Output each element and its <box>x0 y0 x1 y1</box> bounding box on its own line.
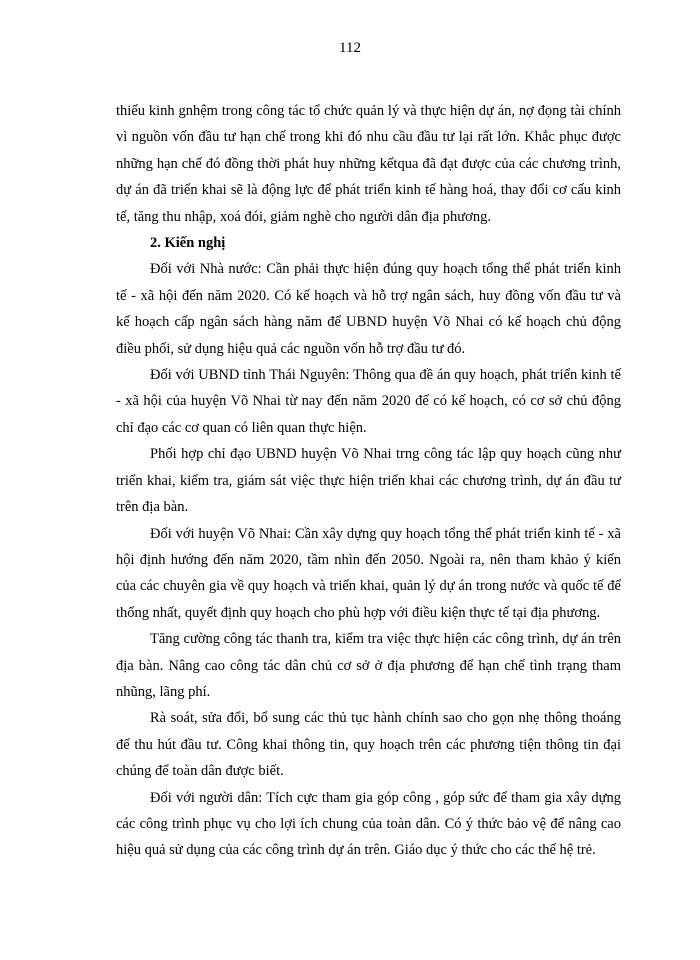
paragraph-coordination <box>116 441 621 520</box>
text-line: Tăng cường công tác thanh tra, kiểm tra việc thực hiện các công trình, dự án trên <box>150 631 621 648</box>
paragraph-province <box>116 362 621 441</box>
text-line: để thu hút đầu tư. Công khai thông tin, quy hoạch trên các phương tiện thông tin đại <box>116 736 621 753</box>
text-line: địa bàn. Nâng cao công tác dân chủ cơ sở ở địa phương để hạn chế tình trạng tham <box>116 657 621 674</box>
text-line: của các chuyên gia về quy hoạch và triển khai, quản lý dự án trong nước và quốc tế để <box>116 578 621 595</box>
paragraph-procedures <box>116 705 621 784</box>
text-line: thống nhất, quyết định quy hoạch cho phù hợp với điều kiện thực tế tại địa phương. <box>116 604 601 621</box>
text-line: chúng để toàn dân được biết. <box>116 763 284 780</box>
text-line: các công trình phục vụ cho lợi ích chung của toàn dân. Có ý thức bảo vệ để nâng cao <box>116 815 621 832</box>
text-line: Rà soát, sửa đổi, bổ sung các thủ tục hành chính sao cho gọn nhẹ thông thoáng <box>150 710 621 727</box>
intro-paragraph <box>116 98 621 230</box>
text-line: triển khai, kiểm tra, giám sát việc thực hiện triển khai các chương trình, dự án đầu tư <box>116 472 621 489</box>
text-line: Đối với Nhà nước: Cần phải thực hiện đúng quy hoạch tổng thể phát triển kinh <box>150 261 621 278</box>
text-line: nhũng, lãng phí. <box>116 683 211 700</box>
text-line: trên địa bàn. <box>116 499 189 516</box>
text-line: kế hoạch cấp ngân sách hàng năm để UBND huyện Võ Nhai có kế hoạch chủ động <box>116 314 621 331</box>
page-number: 112 <box>339 40 361 56</box>
text-line: tế, tăng thu nhập, xoá đói, giảm nghè cho người dân địa phương. <box>116 208 491 225</box>
paragraph-inspection <box>116 626 621 705</box>
text-line: Phối hợp chỉ đạo UBND huyện Võ Nhai trng công tác lập quy hoạch cũng như <box>150 446 621 463</box>
body-text <box>116 98 621 864</box>
text-line: chỉ đạo các cơ quan có liên quan thực hiện. <box>116 419 367 436</box>
paragraph-district <box>116 521 621 627</box>
text-line: tế - xã hội đến năm 2020. Có kế hoạch và hỗ trợ ngân sách, huy đồng vốn đầu tư và <box>116 287 621 304</box>
section-heading: 2. Kiến nghị <box>150 235 226 252</box>
text-line: hội định hướng đến năm 2020, tầm nhìn đến 2050. Ngoài ra, nên tham khảo ý kiến <box>116 551 621 568</box>
text-line: Đối với UBND tỉnh Thái Nguyên: Thông qua đề án quy hoạch, phát triển kinh tế <box>150 367 621 384</box>
text-line: Đối với người dân: Tích cực tham gia góp công , góp sức để tham gia xây dựng <box>150 789 621 806</box>
text-line: - xã hội của huyện Võ Nhai từ nay đến năm 2020 để có kế hoạch, có cơ sở chủ động <box>116 393 621 410</box>
text-line: Đối với huyện Võ Nhai: Cần xây dựng quy hoạch tổng thể phát triển kinh tế - xã <box>150 525 621 542</box>
text-line: những hạn chế đó đồng thời phát huy những kếtqua đã đạt được của các chương trình, <box>116 155 621 172</box>
paragraph-state <box>116 256 621 362</box>
paragraph-citizens <box>116 785 621 864</box>
text-line: dự án đã triển khai sẽ là động lực để phát triển kinh tế hàng hoá, thay đổi cơ cấu kinh <box>116 182 621 199</box>
text-line: điều phối, sử dụng hiệu quả các nguồn vốn hỗ trợ đầu tư đó. <box>116 340 466 357</box>
text-line: vì nguồn vốn đầu tư hạn chế trong khi đó nhu cầu đầu tư lại rất lớn. Khắc phục được <box>116 129 621 146</box>
text-line: thiếu kinh gnhệm trong công tác tổ chức quản lý và thực hiện dự án, nợ đọng tài chính <box>116 103 621 119</box>
text-line: hiệu quả sử dụng của các công trình dự án trên. Giáo dục ý thức cho các thế hệ trẻ. <box>116 842 596 859</box>
